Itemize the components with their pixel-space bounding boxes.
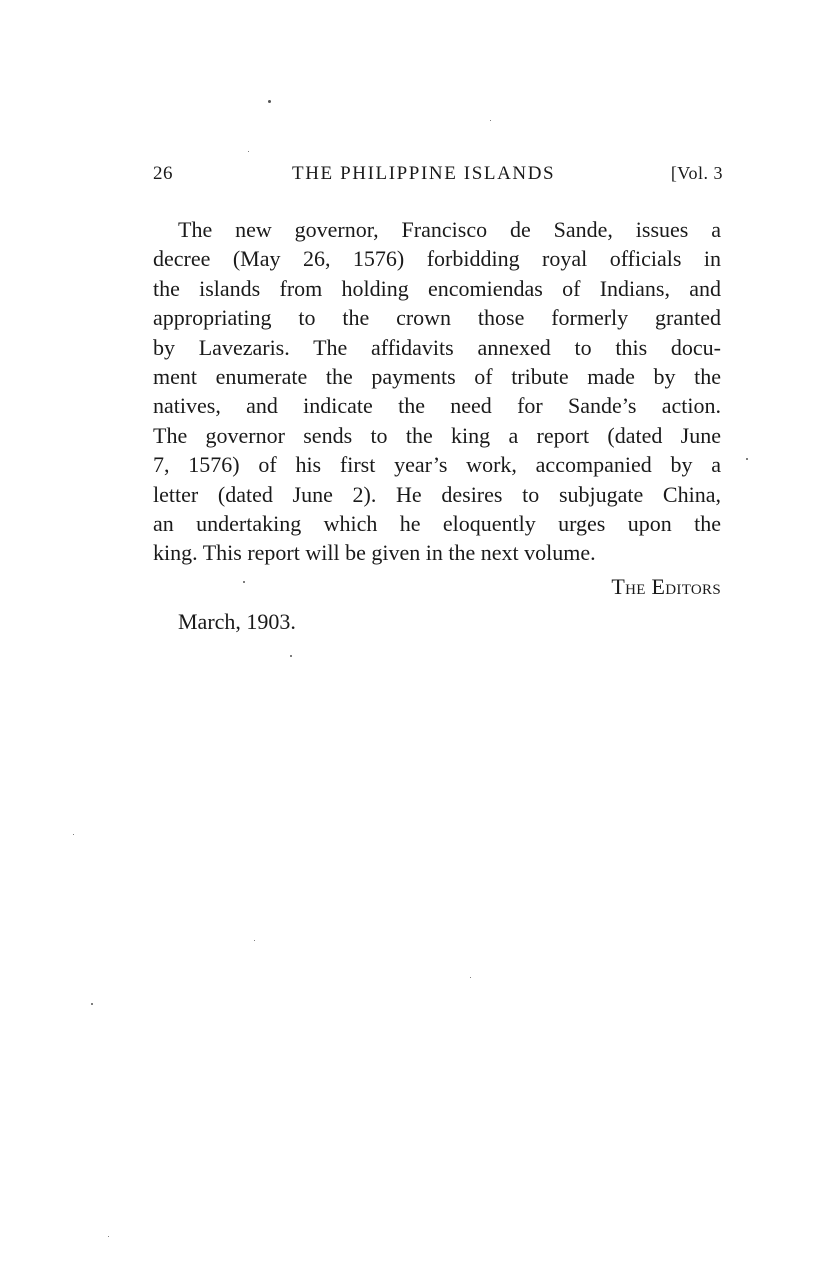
text-line: the islands from holding encomiendas of Indians, and bbox=[153, 275, 721, 301]
scan-speck bbox=[746, 458, 748, 460]
scan-speck bbox=[243, 581, 245, 583]
text-line: natives, and indicate the need for Sande’s action. bbox=[153, 393, 721, 419]
book-title: THE PHILIPPINE ISLANDS bbox=[292, 163, 556, 184]
text-line: an undertaking which he eloquently urges upon the bbox=[153, 510, 721, 536]
scan-speck bbox=[91, 1003, 93, 1005]
scan-speck bbox=[254, 940, 255, 941]
scan-speck bbox=[490, 120, 491, 121]
page-number: 26 bbox=[153, 163, 173, 184]
text-line: The governor sends to the king a report (dated June bbox=[153, 422, 721, 448]
scan-speck bbox=[470, 977, 471, 978]
text-line: by Lavezaris. The affidavits annexed to this docu- bbox=[153, 334, 721, 360]
volume-label: [Vol. 3 bbox=[670, 163, 723, 183]
dateline: March, 1903. bbox=[178, 609, 296, 634]
text-line: king. This report will be given in the next volume. bbox=[153, 540, 596, 566]
text-line: ment enumerate the payments of tribute made by the bbox=[153, 363, 721, 389]
scan-speck bbox=[108, 1236, 109, 1237]
running-head bbox=[153, 163, 723, 189]
scan-speck bbox=[268, 100, 271, 103]
body-paragraph bbox=[153, 215, 721, 568]
text-line: The new governor, Francisco de Sande, issues a bbox=[178, 217, 721, 242]
text-line: 7, 1576) of his first year’s work, accompanied by a bbox=[153, 452, 721, 478]
editors-signature: The Editors bbox=[611, 574, 721, 599]
text-line: decree (May 26, 1576) forbidding royal officials in bbox=[153, 246, 721, 272]
text-line: letter (dated June 2). He desires to subjugate China, bbox=[153, 481, 721, 507]
text-line: appropriating to the crown those formerly granted bbox=[153, 305, 721, 331]
scan-speck bbox=[290, 655, 292, 657]
scan-speck bbox=[73, 834, 74, 835]
scan-speck bbox=[248, 151, 249, 152]
